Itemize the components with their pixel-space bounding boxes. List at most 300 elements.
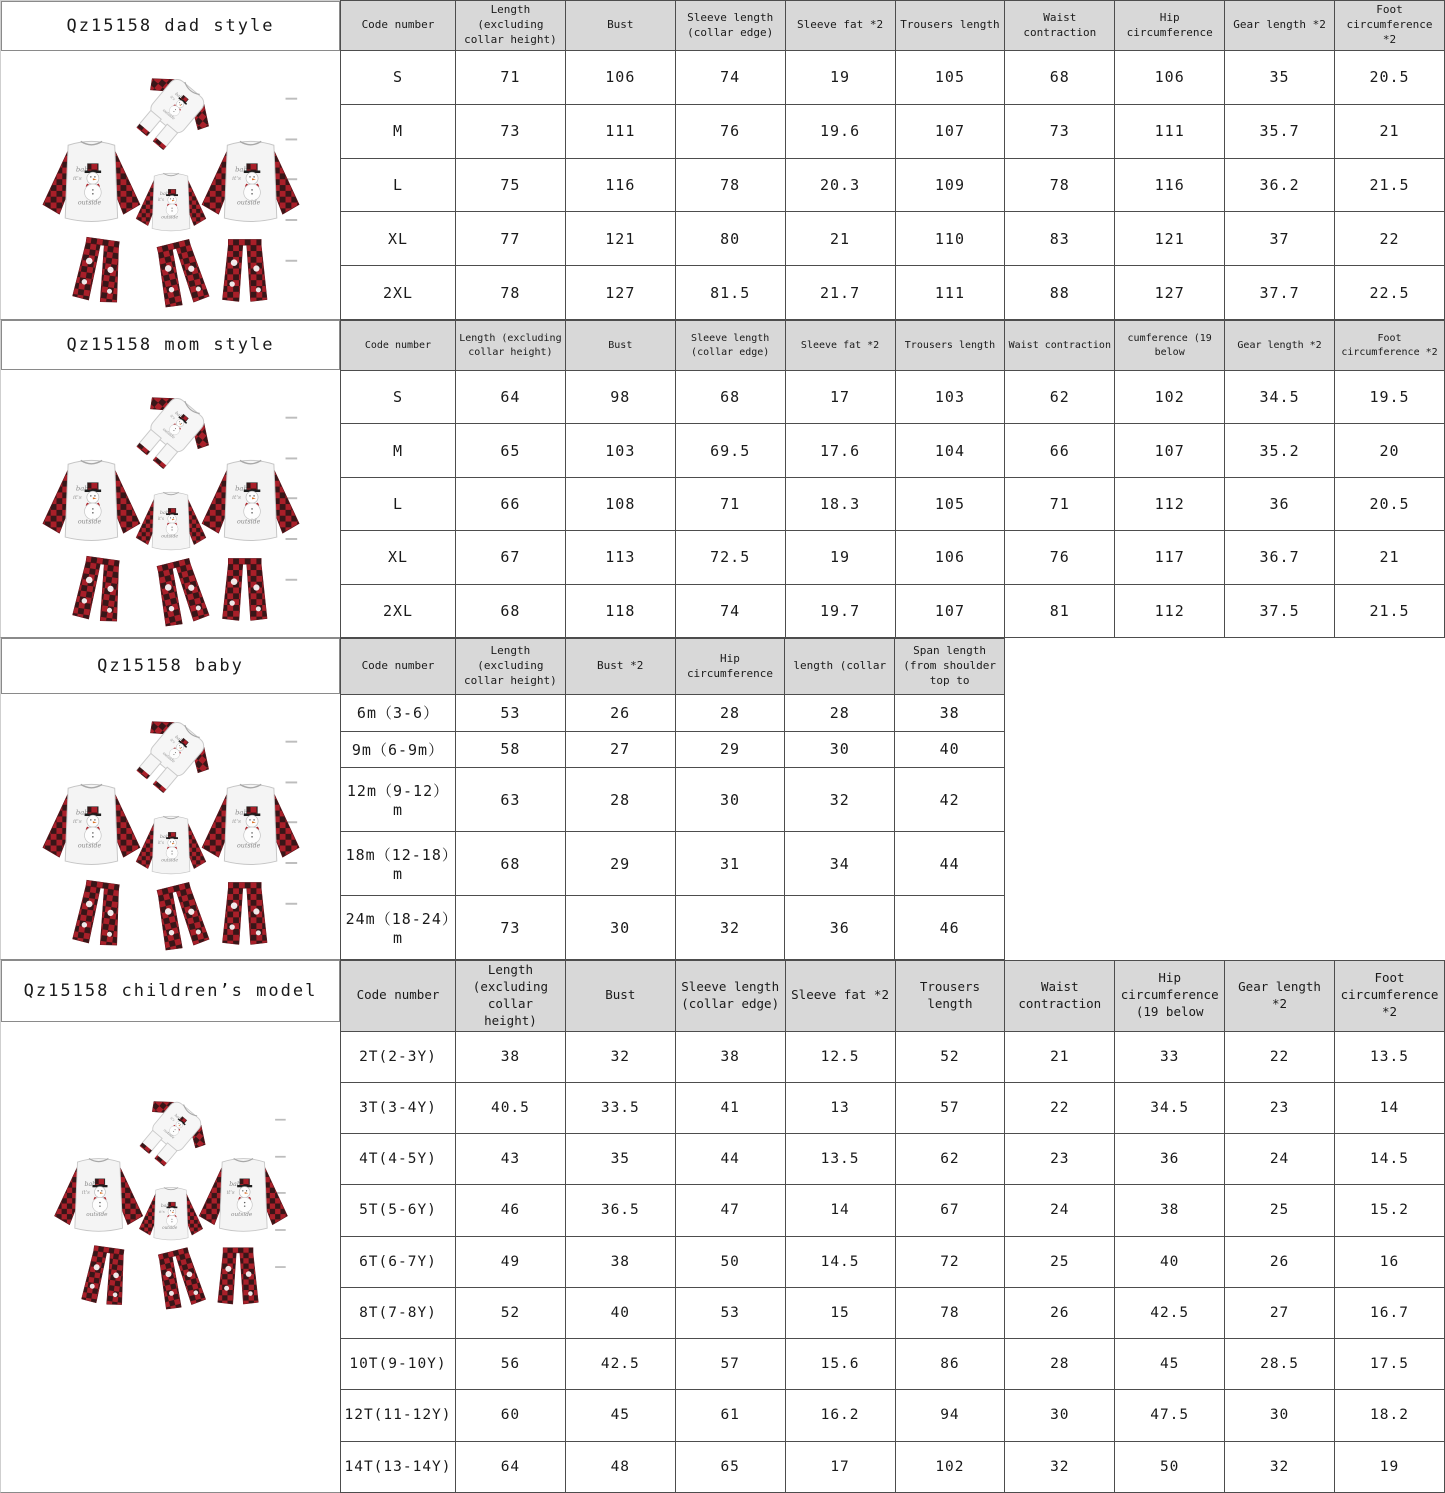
measurement-cell: 105 [895,477,1005,530]
measurement-cell: 78 [895,1287,1005,1338]
measurement-cell: 30 [1005,1390,1115,1441]
size-code-cell: M [341,424,456,477]
measurement-cell: 68 [675,371,785,424]
measurement-cell: 66 [456,477,566,530]
section-title-baby: Qz15158 baby [1,638,340,694]
column-header: Waist contraction [1005,321,1115,371]
measurement-cell: 78 [456,266,566,320]
measurement-cell: 75 [456,158,566,212]
measurement-cell: 14.5 [1335,1134,1445,1185]
measurement-cell: 49 [456,1236,566,1287]
measurement-cell: 53 [675,1287,785,1338]
measurement-cell: 19.6 [785,104,895,158]
measurement-cell: 14 [785,1185,895,1236]
measurement-cell: 32 [565,1031,675,1082]
measurement-cell: 71 [1005,477,1115,530]
column-header: Gear length *2 [1225,321,1335,371]
measurement-cell: 78 [675,158,785,212]
measurement-cell: 32 [1225,1441,1335,1492]
section-children-model [0,960,1445,1493]
column-header: Code number [341,321,456,371]
column-header: Waist contraction [1005,961,1115,1032]
size-code-cell: 2T(2-3Y) [341,1031,456,1082]
measurement-cell: 32 [1005,1441,1115,1492]
measurement-cell: 26 [565,695,675,732]
measurement-cell: 17.6 [785,424,895,477]
measurement-cell: 38 [456,1031,566,1082]
table-row [341,51,1445,105]
measurement-cell: 44 [895,832,1005,896]
measurement-cell: 106 [895,531,1005,584]
measurement-cell: 15.2 [1335,1185,1445,1236]
measurement-cell: 32 [785,768,895,832]
table-row [341,1287,1445,1338]
measurement-cell: 24 [1225,1134,1335,1185]
measurement-cell: 74 [675,584,785,637]
measurement-cell: 117 [1115,531,1225,584]
measurement-cell: 71 [456,51,566,105]
table-row [341,1441,1445,1492]
measurement-cell: 106 [1115,51,1225,105]
measurement-cell: 21.7 [785,266,895,320]
measurement-cell: 37 [1225,212,1335,266]
column-header: Trousers length [895,321,1005,371]
measurement-cell: 18.2 [1335,1390,1445,1441]
measurement-cell: 61 [675,1390,785,1441]
size-code-cell: 12m（9-12）m [341,768,456,832]
measurement-cell: 36 [1225,477,1335,530]
measurement-cell: 37.5 [1225,584,1335,637]
measurement-cell: 43 [456,1134,566,1185]
column-header: Gear length *2 [1225,1,1335,51]
measurement-cell: 34.5 [1115,1082,1225,1133]
measurement-cell: 106 [565,51,675,105]
measurement-cell: 53 [456,695,566,732]
header-row [341,1,1445,51]
measurement-cell: 20.3 [785,158,895,212]
measurement-cell: 20 [1335,424,1445,477]
measurement-cell: 29 [565,832,675,896]
size-code-cell: 2XL [341,584,456,637]
section-mom-style [0,320,1445,638]
measurement-cell: 67 [895,1185,1005,1236]
table-row [341,477,1445,530]
table-row [341,1185,1445,1236]
column-header: cumference (19 below [1115,321,1225,371]
column-header: Length (excluding collar height) [456,321,566,371]
column-header: Code number [341,639,456,695]
measurement-cell: 64 [456,371,566,424]
measurement-cell: 38 [565,1236,675,1287]
measurement-cell: 67 [456,531,566,584]
measurement-cell: 109 [895,158,1005,212]
measurement-cell: 62 [1005,371,1115,424]
column-header: Length (excluding collar height) [456,961,566,1032]
section-title-mom: Qz15158 mom style [1,320,340,370]
measurement-cell: 73 [456,896,566,960]
measurement-cell: 25 [1005,1236,1115,1287]
measurement-cell: 19.7 [785,584,895,637]
measurement-cell: 107 [1115,424,1225,477]
measurement-cell: 13 [785,1082,895,1133]
header-row [341,639,1005,695]
measurement-cell: 127 [565,266,675,320]
measurement-cell: 28 [675,695,785,732]
measurement-cell: 21 [785,212,895,266]
measurement-cell: 111 [565,104,675,158]
measurement-cell: 68 [456,832,566,896]
column-header: Span length (from shoulder top to [895,639,1005,695]
measurement-cell: 65 [456,424,566,477]
size-code-cell: 24m（18-24）m [341,896,456,960]
measurement-cell: 72.5 [675,531,785,584]
measurement-cell: 77 [456,212,566,266]
measurement-cell: 20.5 [1335,51,1445,105]
measurement-cell: 57 [895,1082,1005,1133]
measurement-cell: 63 [456,768,566,832]
measurement-cell: 62 [895,1134,1005,1185]
children-product-image [1,1022,340,1492]
measurement-cell: 17 [785,1441,895,1492]
measurement-cell: 40.5 [456,1082,566,1133]
baby-table-area [340,638,1445,960]
size-code-cell: XL [341,212,456,266]
column-header: Foot circumference *2 [1335,321,1445,371]
measurement-cell: 58 [456,731,566,768]
size-code-cell: 12T(11-12Y) [341,1390,456,1441]
measurement-cell: 14 [1335,1082,1445,1133]
size-code-cell: 5T(5-6Y) [341,1185,456,1236]
column-header: Length (excluding collar height) [456,1,566,51]
measurement-cell: 30 [675,768,785,832]
measurement-cell: 28 [785,695,895,732]
column-header: Code number [341,1,456,51]
measurement-cell: 42.5 [1115,1287,1225,1338]
measurement-cell: 111 [1115,104,1225,158]
table-row [341,1031,1445,1082]
column-header: Sleeve fat *2 [785,1,895,51]
measurement-cell: 36.7 [1225,531,1335,584]
size-code-cell: XL [341,531,456,584]
measurement-cell: 50 [675,1236,785,1287]
measurement-cell: 107 [895,584,1005,637]
column-header: Code number [341,961,456,1032]
column-header: Bust [565,1,675,51]
measurement-cell: 108 [565,477,675,530]
column-header: Sleeve length (collar edge) [675,961,785,1032]
measurement-cell: 110 [895,212,1005,266]
measurement-cell: 12.5 [785,1031,895,1082]
measurement-cell: 98 [565,371,675,424]
column-header: length (collar [785,639,895,695]
measurement-cell: 80 [675,212,785,266]
measurement-cell: 33 [1115,1031,1225,1082]
table-row [341,768,1005,832]
measurement-cell: 35.2 [1225,424,1335,477]
measurement-cell: 21 [1335,531,1445,584]
size-code-cell: L [341,477,456,530]
table-row [341,1134,1445,1185]
measurement-cell: 111 [895,266,1005,320]
table-row [341,695,1005,732]
measurement-cell: 36 [1115,1134,1225,1185]
measurement-cell: 31 [675,832,785,896]
measurement-cell: 28 [1005,1339,1115,1390]
measurement-cell: 22 [1005,1082,1115,1133]
measurement-cell: 27 [1225,1287,1335,1338]
table-row [341,424,1445,477]
size-code-cell: 14T(13-14Y) [341,1441,456,1492]
measurement-cell: 38 [675,1031,785,1082]
column-header: Bust [565,321,675,371]
measurement-cell: 26 [1225,1236,1335,1287]
section-dad-style [0,0,1445,320]
measurement-cell: 86 [895,1339,1005,1390]
measurement-cell: 19 [785,531,895,584]
size-code-cell: 18m（12-18）m [341,832,456,896]
measurement-cell: 16.2 [785,1390,895,1441]
measurement-cell: 74 [675,51,785,105]
table-row [341,104,1445,158]
measurement-cell: 25 [1225,1185,1335,1236]
measurement-cell: 32 [675,896,785,960]
table-row [341,371,1445,424]
section-title-children: Qz15158 children’s model [1,960,340,1022]
measurement-cell: 68 [456,584,566,637]
measurement-cell: 36.2 [1225,158,1335,212]
measurement-cell: 18.3 [785,477,895,530]
size-code-cell: M [341,104,456,158]
mom-left-panel [0,320,340,638]
measurement-cell: 40 [565,1287,675,1338]
dad-table-area [340,0,1445,320]
measurement-cell: 116 [1115,158,1225,212]
size-code-cell: 6T(6-7Y) [341,1236,456,1287]
measurement-cell: 48 [565,1441,675,1492]
measurement-cell: 45 [1115,1339,1225,1390]
section-title-dad: Qz15158 dad style [1,1,340,51]
table-row [341,212,1445,266]
column-header: Hip circumference [675,639,785,695]
measurement-cell: 40 [1115,1236,1225,1287]
measurement-cell: 83 [1005,212,1115,266]
measurement-cell: 105 [895,51,1005,105]
measurement-cell: 121 [1115,212,1225,266]
measurement-cell: 103 [895,371,1005,424]
measurement-cell: 47.5 [1115,1390,1225,1441]
measurement-cell: 14.5 [785,1236,895,1287]
measurement-cell: 72 [895,1236,1005,1287]
children-size-table [340,960,1445,1493]
measurement-cell: 103 [565,424,675,477]
baby-left-panel [0,638,340,960]
dad-product-image [1,51,340,319]
measurement-cell: 64 [456,1441,566,1492]
measurement-cell: 102 [895,1441,1005,1492]
measurement-cell: 21.5 [1335,158,1445,212]
measurement-cell: 71 [675,477,785,530]
measurement-cell: 36 [785,896,895,960]
measurement-cell: 37.7 [1225,266,1335,320]
measurement-cell: 45 [565,1390,675,1441]
size-code-cell: 8T(7-8Y) [341,1287,456,1338]
measurement-cell: 65 [675,1441,785,1492]
size-code-cell: 4T(4-5Y) [341,1134,456,1185]
dad-size-table [340,0,1445,320]
size-code-cell: S [341,371,456,424]
baby-product-image [1,694,340,959]
measurement-cell: 34.5 [1225,371,1335,424]
size-code-cell: 3T(3-4Y) [341,1082,456,1133]
measurement-cell: 22 [1225,1031,1335,1082]
measurement-cell: 34 [785,832,895,896]
measurement-cell: 26 [1005,1287,1115,1338]
measurement-cell: 113 [565,531,675,584]
column-header: Trousers length [895,1,1005,51]
measurement-cell: 38 [1115,1185,1225,1236]
measurement-cell: 21.5 [1335,584,1445,637]
column-header: Bust [565,961,675,1032]
table-row [341,832,1005,896]
column-header: Sleeve length (collar edge) [675,1,785,51]
measurement-cell: 107 [895,104,1005,158]
column-header: Foot circumference *2 [1335,961,1445,1032]
measurement-cell: 21 [1005,1031,1115,1082]
measurement-cell: 13.5 [785,1134,895,1185]
column-header: Trousers length [895,961,1005,1032]
measurement-cell: 30 [785,731,895,768]
measurement-cell: 24 [1005,1185,1115,1236]
measurement-cell: 15 [785,1287,895,1338]
header-row [341,321,1445,371]
measurement-cell: 81.5 [675,266,785,320]
measurement-cell: 42.5 [565,1339,675,1390]
measurement-cell: 17 [785,371,895,424]
measurement-cell: 102 [1115,371,1225,424]
measurement-cell: 19 [1335,1441,1445,1492]
table-row [341,1236,1445,1287]
measurement-cell: 46 [456,1185,566,1236]
measurement-cell: 76 [1005,531,1115,584]
measurement-cell: 50 [1115,1441,1225,1492]
measurement-cell: 52 [895,1031,1005,1082]
measurement-cell: 66 [1005,424,1115,477]
measurement-cell: 27 [565,731,675,768]
table-row [341,731,1005,768]
measurement-cell: 40 [895,731,1005,768]
mom-table-area [340,320,1445,638]
header-row [341,961,1445,1032]
size-code-cell: 10T(9-10Y) [341,1339,456,1390]
measurement-cell: 81 [1005,584,1115,637]
column-header: Foot circumference *2 [1335,1,1445,51]
table-row [341,584,1445,637]
measurement-cell: 44 [675,1134,785,1185]
measurement-cell: 68 [1005,51,1115,105]
measurement-cell: 57 [675,1339,785,1390]
measurement-cell: 35.7 [1225,104,1335,158]
table-row [341,266,1445,320]
table-row [341,1082,1445,1133]
column-header: Length (excluding collar height) [456,639,566,695]
table-row [341,896,1005,960]
size-code-cell: 9m（6-9m） [341,731,456,768]
table-row [341,158,1445,212]
table-row [341,531,1445,584]
measurement-cell: 16 [1335,1236,1445,1287]
column-header: Hip circumference (19 below [1115,961,1225,1032]
column-header: Hip circumference [1115,1,1225,51]
measurement-cell: 22.5 [1335,266,1445,320]
column-header: Bust *2 [565,639,675,695]
size-code-cell: S [341,51,456,105]
measurement-cell: 20.5 [1335,477,1445,530]
measurement-cell: 19.5 [1335,371,1445,424]
children-table-area [340,960,1445,1493]
measurement-cell: 29 [675,731,785,768]
measurement-cell: 118 [565,584,675,637]
measurement-cell: 104 [895,424,1005,477]
measurement-cell: 127 [1115,266,1225,320]
measurement-cell: 112 [1115,584,1225,637]
table-row [341,1339,1445,1390]
size-code-cell: L [341,158,456,212]
measurement-cell: 73 [456,104,566,158]
column-header: Waist contraction [1005,1,1115,51]
table-row [341,1390,1445,1441]
measurement-cell: 46 [895,896,1005,960]
measurement-cell: 112 [1115,477,1225,530]
measurement-cell: 52 [456,1287,566,1338]
measurement-cell: 23 [1225,1082,1335,1133]
measurement-cell: 36.5 [565,1185,675,1236]
measurement-cell: 22 [1335,212,1445,266]
measurement-cell: 30 [565,896,675,960]
column-header: Sleeve length (collar edge) [675,321,785,371]
measurement-cell: 121 [565,212,675,266]
measurement-cell: 17.5 [1335,1339,1445,1390]
size-code-cell: 6m（3-6） [341,695,456,732]
baby-size-table [340,638,1005,960]
measurement-cell: 35 [1225,51,1335,105]
mom-size-table [340,320,1445,638]
measurement-cell: 16.7 [1335,1287,1445,1338]
measurement-cell: 88 [1005,266,1115,320]
column-header: Sleeve fat *2 [785,961,895,1032]
measurement-cell: 42 [895,768,1005,832]
measurement-cell: 94 [895,1390,1005,1441]
measurement-cell: 76 [675,104,785,158]
measurement-cell: 60 [456,1390,566,1441]
measurement-cell: 69.5 [675,424,785,477]
section-baby [0,638,1445,960]
measurement-cell: 21 [1335,104,1445,158]
dad-left-panel [0,0,340,320]
measurement-cell: 38 [895,695,1005,732]
column-header: Sleeve fat *2 [785,321,895,371]
children-left-panel [0,960,340,1493]
measurement-cell: 116 [565,158,675,212]
measurement-cell: 56 [456,1339,566,1390]
measurement-cell: 35 [565,1134,675,1185]
size-code-cell: 2XL [341,266,456,320]
measurement-cell: 28.5 [1225,1339,1335,1390]
column-header: Gear length *2 [1225,961,1335,1032]
measurement-cell: 30 [1225,1390,1335,1441]
measurement-cell: 47 [675,1185,785,1236]
measurement-cell: 41 [675,1082,785,1133]
measurement-cell: 78 [1005,158,1115,212]
